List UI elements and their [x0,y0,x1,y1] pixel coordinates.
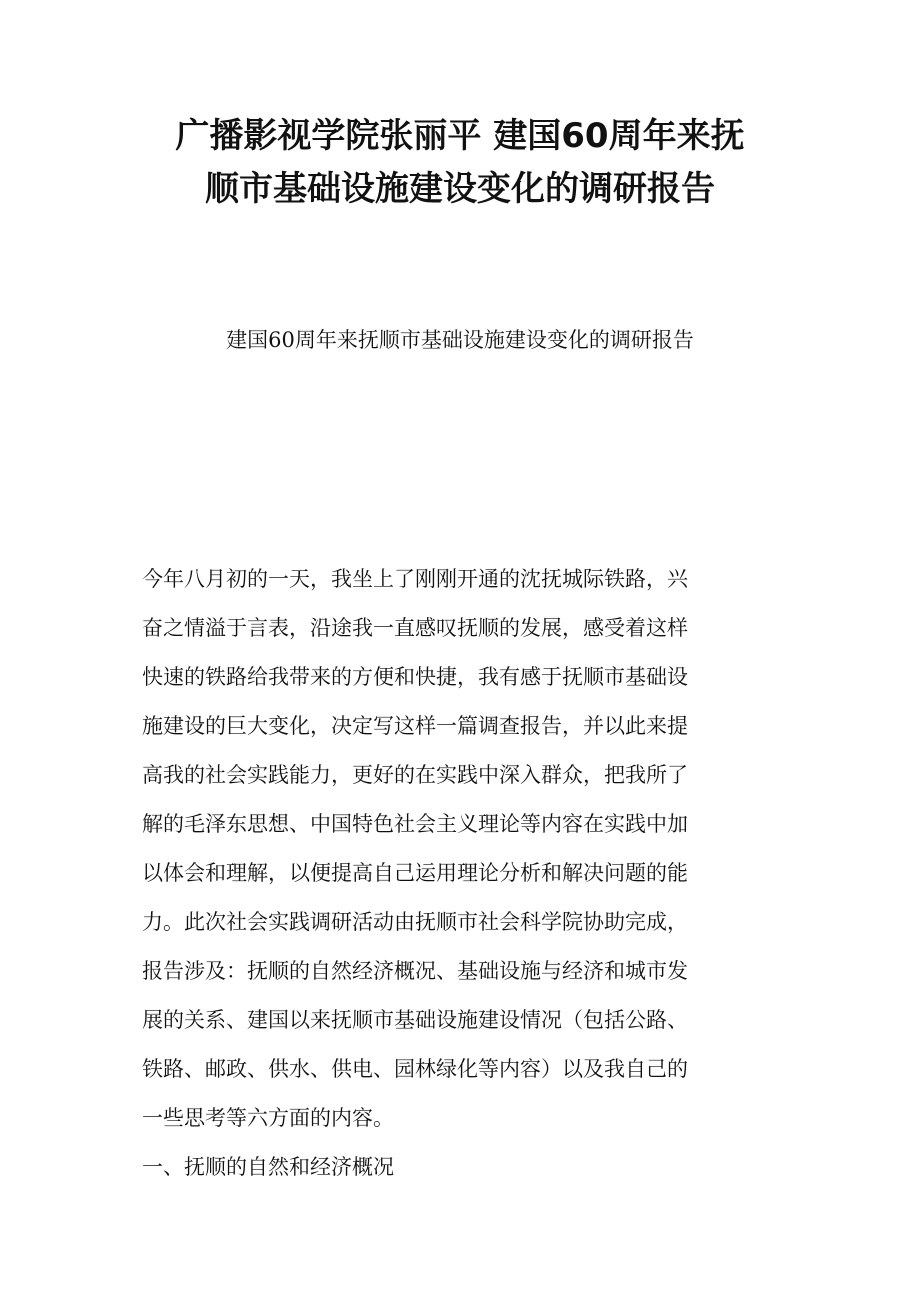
body-line-11: 铁路、邮政、供水、供电、园林绿化等内容）以及我自己的 [142,1057,688,1081]
body-line-12: 一些思考等六方面的内容。 [142,1106,394,1130]
body-line-2: 奋之情溢于言表，沿途我一直感叹抚顺的发展，感受着这样 [142,616,688,640]
body-line-9: 报告涉及：抚顺的自然经济概况、基础设施与经济和城市发 [142,959,688,983]
body-line-1: 今年八月初的一天，我坐上了刚刚开通的沈抚城际铁路，兴 [142,567,688,591]
document-title-line-2: 顺市基础设施建设变化的调研报告 [205,169,715,209]
body-line-6: 解的毛泽东思想、中国特色社会主义理论等内容在实践中加 [142,812,688,836]
body-line-4: 施建设的巨大变化，决定写这样一篇调查报告，并以此来提 [142,714,688,738]
body-line-5: 高我的社会实践能力，更好的在实践中深入群众，把我所了 [142,763,688,787]
section-heading: 一、抚顺的自然和经济概况 [142,1155,394,1179]
body-line-8: 力。此次社会实践调研活动由抚顺市社会科学院协助完成， [142,910,688,934]
document-title-line-1: 广播影视学院张丽平 建国60周年来抚 [175,116,745,156]
body-line-10: 展的关系、建国以来抚顺市基础设施建设情况（包括公路、 [142,1008,688,1032]
document-subtitle: 建国60周年来抚顺市基础设施建设变化的调研报告 [226,328,694,352]
body-line-3: 快速的铁路给我带来的方便和快捷，我有感于抚顺市基础设 [142,665,688,689]
body-line-7: 以体会和理解，以便提高自己运用理论分析和解决问题的能 [142,861,688,885]
